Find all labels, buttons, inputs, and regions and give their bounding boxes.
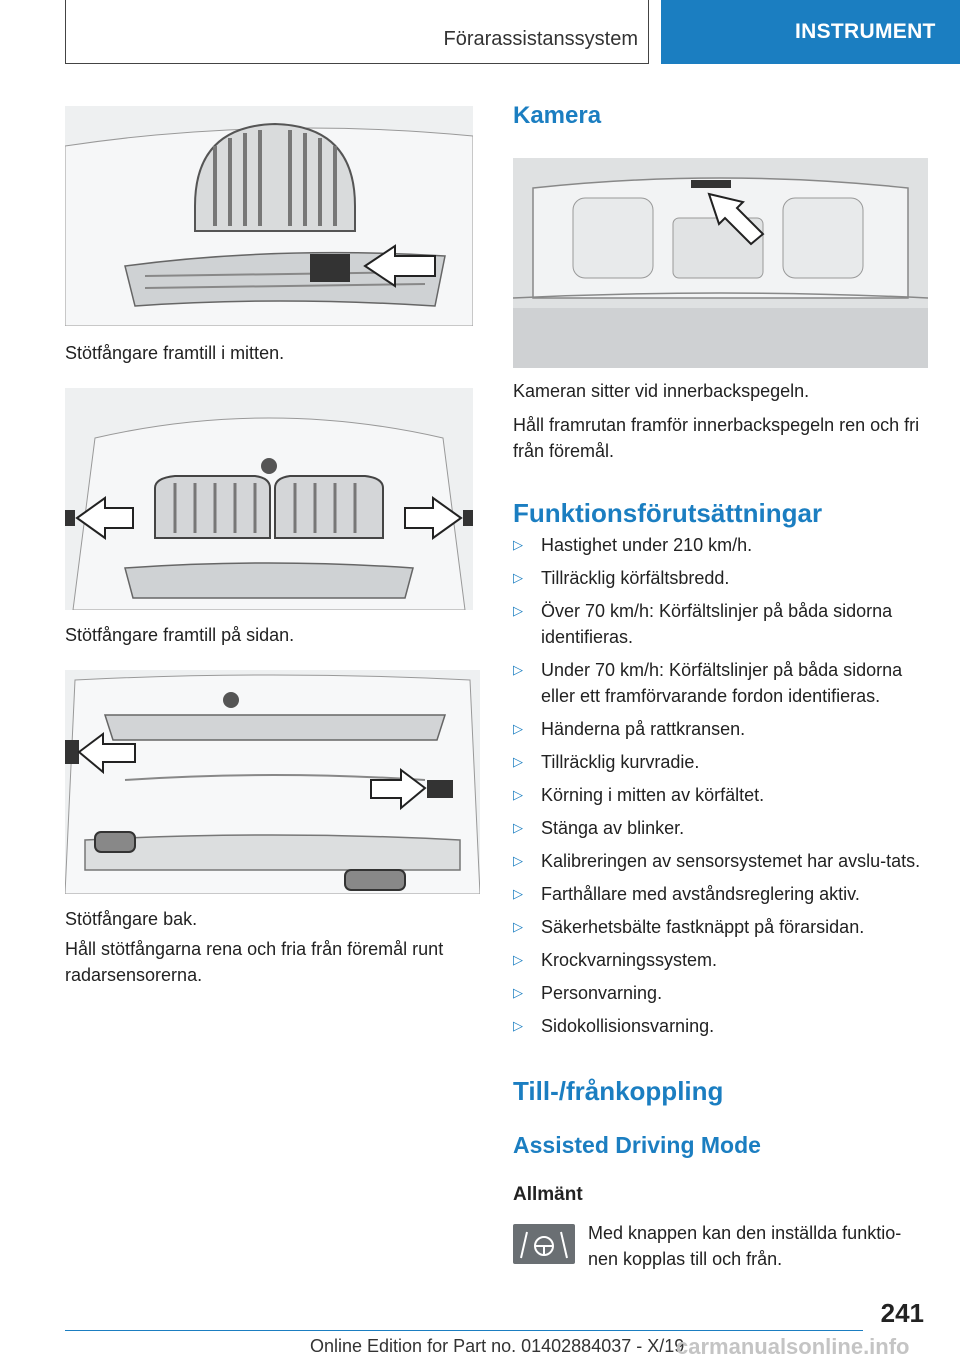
figure-rear-bumper <box>65 670 480 894</box>
assisted-driving-button-icon <box>513 1224 575 1264</box>
figure-front-bumper-sides <box>65 388 473 610</box>
list-item: ▷ Hastighet under 210 km/h. <box>513 532 933 558</box>
general-heading: Allmänt <box>513 1184 583 1205</box>
camera-heading: Kamera <box>513 102 602 129</box>
general-description: Med knappen kan den inställda funktio-nen kopplas till och från. <box>588 1223 902 1269</box>
figure-camera-interior <box>513 158 928 368</box>
function-requirements-heading: Funktionsförutsättningar <box>513 498 823 528</box>
page-number: 241 <box>880 1298 924 1328</box>
triangle-bullet-icon: ▷ <box>513 721 523 736</box>
camera-location-text: Kameran sitter vid innerbackspegeln. <box>513 381 810 401</box>
triangle-bullet-icon: ▷ <box>513 662 523 677</box>
front-bumper-center-illustration <box>65 106 473 326</box>
list-item: ▷ Händerna på rattkransen. <box>513 716 933 742</box>
footer-rule <box>65 1330 863 1331</box>
triangle-bullet-icon: ▷ <box>513 919 523 934</box>
triangle-bullet-icon: ▷ <box>513 754 523 769</box>
watermark: carmanualsonline.info <box>676 1334 910 1359</box>
footer-edition: Online Edition for Part no. 01402884037 - X/19 <box>310 1336 685 1356</box>
list-item: ▷ Farthållare med avståndsreglering aktiv. <box>513 881 933 907</box>
list-item: ▷ Sidokollisionsvarning. <box>513 1013 933 1039</box>
list-item: ▷ Tillräcklig kurvradie. <box>513 749 933 775</box>
rear-bumper-illustration <box>65 670 480 894</box>
figure-front-bumper-center <box>65 106 473 326</box>
list-item: ▷ Körning i mitten av körfältet. <box>513 782 933 808</box>
triangle-bullet-icon: ▷ <box>513 952 523 967</box>
list-item: ▷ Krockvarningssystem. <box>513 947 933 973</box>
list-item: ▷ Över 70 km/h: Körfältslinjer på båda sidorna identifieras. <box>513 598 933 650</box>
front-bumper-sides-illustration <box>65 388 473 610</box>
list-item: ▷ Kalibreringen av sensorsystemet har avslu-tats. <box>513 848 933 874</box>
triangle-bullet-icon: ▷ <box>513 886 523 901</box>
triangle-bullet-icon: ▷ <box>513 853 523 868</box>
list-item: ▷ Säkerhetsbälte fastknäppt på förarsidan. <box>513 914 933 940</box>
caption-rear: Stötfångare bak. <box>65 909 198 929</box>
triangle-bullet-icon: ▷ <box>513 570 523 585</box>
triangle-bullet-icon: ▷ <box>513 985 523 1000</box>
camera-interior-illustration <box>513 158 928 368</box>
camera-cleaning-text: Håll framrutan framför innerbackspegeln ren och fri från föremål. <box>513 415 920 461</box>
list-item: ▷ Tillräcklig körfältsbredd. <box>513 565 933 591</box>
toggle-heading: Till-/frånkoppling <box>513 1076 724 1106</box>
triangle-bullet-icon: ▷ <box>513 820 523 835</box>
caption-front-sides: Stötfångare framtill på sidan. <box>65 625 295 645</box>
list-item: ▷ Under 70 km/h: Körfältslinjer på båda sidorna eller ett framförvarande fordon identifieras. <box>513 657 933 709</box>
list-item: ▷ Personvarning. <box>513 980 933 1006</box>
assisted-driving-heading: Assisted Driving Mode <box>513 1132 761 1158</box>
function-requirements-list <box>513 532 933 1046</box>
triangle-bullet-icon: ▷ <box>513 1018 523 1033</box>
steering-wheel-lane-icon <box>513 1224 575 1264</box>
header-chapter-tab[interactable]: INSTRUMENT <box>661 0 960 64</box>
caption-front-center: Stötfångare framtill i mitten. <box>65 343 285 363</box>
radar-cleaning-note: Håll stötfångarna rena och fria från föremål runt radarsensorerna. <box>65 939 444 985</box>
triangle-bullet-icon: ▷ <box>513 537 523 552</box>
triangle-bullet-icon: ▷ <box>513 787 523 802</box>
list-item: ▷ Stänga av blinker. <box>513 815 933 841</box>
triangle-bullet-icon: ▷ <box>513 603 523 618</box>
header-section-title: Förarassistanssystem <box>443 28 638 50</box>
